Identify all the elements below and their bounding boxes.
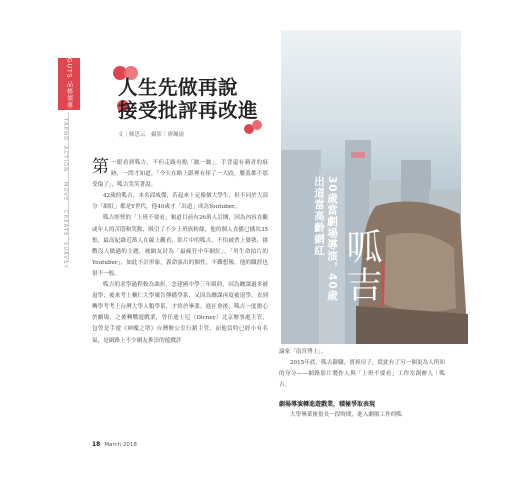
issue-date: March 2018 [104, 442, 137, 448]
byline: 文｜蘇思云 攝影｜廖珮瑜 [118, 132, 185, 138]
page-number: 18 [92, 441, 101, 448]
drop-cap: 第 [92, 157, 109, 177]
caption-line-2: 出道當高齡網紅 [313, 176, 325, 257]
nav-divider [68, 112, 69, 262]
body-column-1 [92, 158, 268, 347]
paragraph-4: 呱吉的求學過程較為曲折，念建國中學三年級時，因為纏課過多被退學；後來考上輔仁大學廣告傳播學系，又因為纏課再度被退學，直到轉學考考上台灣大學人類學系，才終於畢業。進社會後，呱吉一度擔心於劇場，之後轉戰遊戲業，曾任迪士尼（Dicney）北京辦事處主管，包曾是手遊《神魔之塔》台灣辦公室行銷主管，而他當時已經小有名氣，是網路上不少網友推崇的遊戲評 [92, 282, 268, 344]
paragraph-5: 論家「南宮博士」。 [279, 349, 327, 355]
subject-name: 呱吉 [341, 228, 382, 304]
caption-line-1: 30歲當劇場導演，40歲 [326, 176, 338, 302]
nav-item-move[interactable]: MOVE [62, 182, 68, 202]
section-tab-label: GUTS 品格領導 [65, 58, 73, 110]
paragraph-3: 呱吉經營的「上班不要看」頻道目前有26萬人訂閱，因為內容直觀或年人的苦悶和笑點，吸引了不少上班族粉絲，他的個人直播已播出35集，最高紀錄近萬人在線上觀看，影片中的呱吉，不怕被貪上婆塾，挑戰沒人做過的主題，被網友封為「最瘋狂中年網紅」，「用生命拍片的Youtuber」，如此不計形象，義命演出的個性，不難想像，他的職涯也很不一般。 [92, 215, 268, 277]
nav-item-create[interactable]: CREATE [62, 210, 68, 237]
nav-item-survey[interactable]: SURVEY [62, 242, 68, 269]
article-title [118, 76, 288, 122]
paragraph-1: 第一眼看到呱吉，不但走路有點「跛一跛」，手背還有刺青的痕跡，一問才知道，「今天在路上跟裡有摔了一大跤，腰蓋都不那受傷了」，呱吉笑笑著說。 [92, 157, 268, 189]
body-column-2 [279, 347, 445, 422]
name-accent-bar [382, 262, 384, 306]
section-subhead: 劇場導演轉進遊戲業，積極爭取表現 [279, 401, 376, 409]
section-tab[interactable] [58, 58, 80, 110]
photo-caption [312, 176, 338, 301]
paragraph-2: 42歲的呱吉，本名邱威傑，若起來十足像個大學生，但不同於大部分「網紅」都是Y世代，他40歲才「出道」成為Youtuber。 [92, 193, 268, 211]
page-footer [92, 441, 137, 448]
title-line-2: 接受批評再改進 [118, 99, 259, 122]
title-line-1: 人生先做再說 [118, 76, 239, 99]
paragraph-7: 大學畢業後很長一段時間，進入劇場工作的呱 [290, 412, 402, 419]
paragraph-6: 2015年底，呱吉辭職，賣掉房子，從此有了另一個更為人所知的身分——網路影片製作人與「上班不要看」工作室創辦人｜呱吉。 [279, 360, 445, 389]
nav-item-action[interactable]: ACTION [62, 146, 68, 173]
nav-item-trend[interactable]: TREND [62, 118, 68, 142]
